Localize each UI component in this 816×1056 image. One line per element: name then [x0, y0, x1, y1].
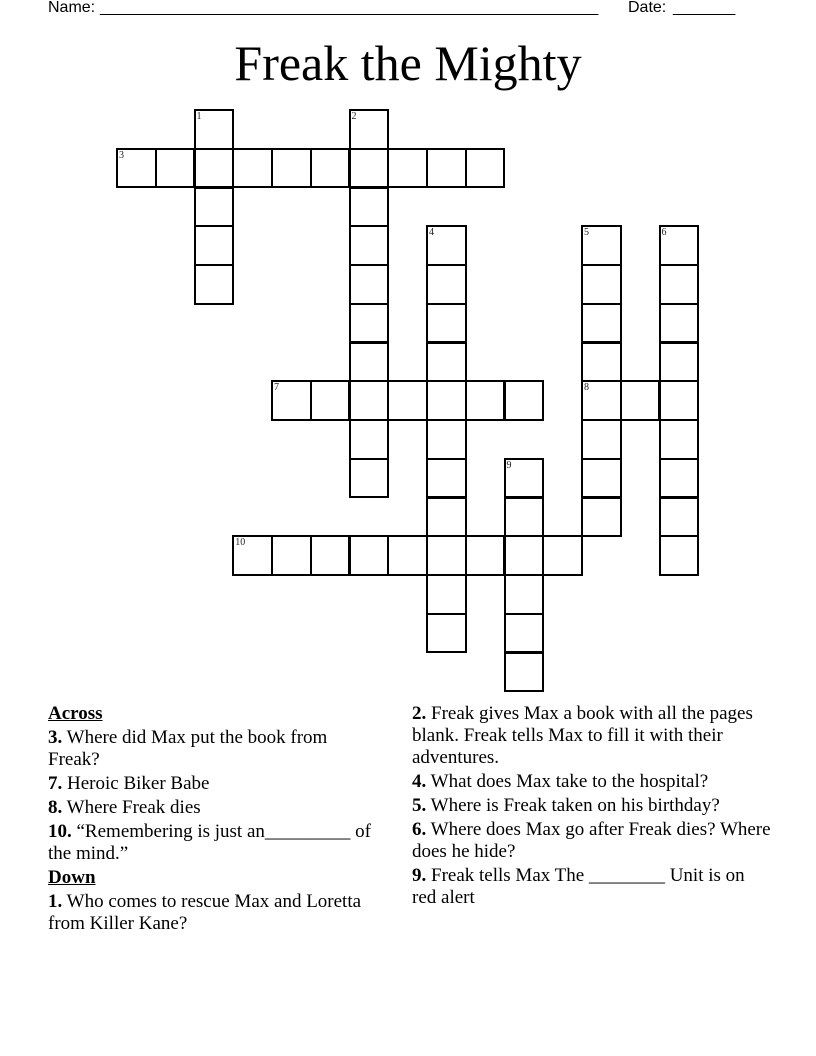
crossword-cell[interactable] [659, 303, 700, 344]
crossword-cell[interactable] [581, 303, 622, 344]
clue-number: 9. [412, 865, 427, 886]
clues-column-left [48, 703, 378, 937]
clue-across-7 [48, 773, 378, 795]
crossword-cell[interactable] [581, 380, 622, 421]
crossword-cell[interactable] [504, 574, 545, 615]
crossword-cell[interactable] [581, 458, 622, 499]
clue-text: What does Max take to the hospital? [426, 771, 709, 792]
clue-down-9 [412, 865, 772, 909]
crossword-cell[interactable] [581, 225, 622, 266]
crossword-cell[interactable] [349, 380, 390, 421]
clue-number: 7. [48, 773, 63, 794]
crossword-cell[interactable] [426, 574, 467, 615]
crossword-cell[interactable] [426, 225, 467, 266]
crossword-cell[interactable] [659, 535, 700, 576]
crossword-cell[interactable] [465, 535, 506, 576]
crossword-cell[interactable] [194, 109, 235, 150]
crossword-cell[interactable] [504, 380, 545, 421]
crossword-cell[interactable] [659, 342, 700, 383]
crossword-cell[interactable] [194, 148, 235, 189]
cell-number: 10 [235, 537, 246, 549]
crossword-cell[interactable] [426, 458, 467, 499]
crossword-cell[interactable] [426, 303, 467, 344]
crossword-cell[interactable] [426, 264, 467, 305]
crossword-cell[interactable] [349, 264, 390, 305]
clue-down-1 [48, 891, 378, 935]
crossword-cell[interactable] [659, 225, 700, 266]
crossword-cell[interactable] [387, 380, 428, 421]
crossword-cell[interactable] [659, 264, 700, 305]
crossword-cell[interactable] [504, 652, 545, 693]
cell-number: 7 [274, 382, 279, 394]
cell-number: 1 [196, 111, 202, 122]
crossword-cell[interactable] [194, 225, 235, 266]
clue-number: 10. [48, 821, 72, 842]
crossword-cell[interactable] [310, 380, 351, 421]
clue-text: Freak tells Max The ________ Unit is on red alert [412, 865, 745, 908]
crossword-cell[interactable] [426, 380, 467, 421]
crossword-cell[interactable] [426, 148, 467, 189]
crossword-cell[interactable] [349, 342, 390, 383]
crossword-cell[interactable] [426, 613, 467, 654]
across-heading: Across [48, 703, 103, 724]
clues-column-right [412, 703, 772, 911]
clue-number: 2. [412, 703, 427, 724]
crossword-cell[interactable] [194, 264, 235, 305]
name-label: Name: [48, 0, 96, 16]
crossword-cell[interactable] [504, 458, 545, 499]
clue-across-3 [48, 727, 378, 771]
crossword-cell[interactable] [581, 497, 622, 538]
clue-down-4 [412, 771, 772, 793]
clue-number: 5. [412, 795, 427, 816]
clue-text: “Remembering is just an_________ of the mind.” [48, 821, 371, 864]
crossword-cell[interactable] [387, 148, 428, 189]
cell-number: 4 [429, 227, 434, 239]
clue-text: Who comes to rescue Max and Loretta from Killer Kane? [48, 891, 362, 934]
crossword-cell[interactable] [271, 535, 312, 576]
clue-across-8 [48, 797, 378, 819]
crossword-cell[interactable] [581, 419, 622, 460]
crossword-cell[interactable] [659, 497, 700, 538]
crossword-cell[interactable] [659, 419, 700, 460]
crossword-cell[interactable] [194, 187, 235, 228]
clue-number: 1. [48, 891, 63, 912]
clue-text: Freak gives Max a book with all the pages blank. Freak tells Max to fill it with their adventures. [412, 703, 753, 768]
crossword-cell[interactable] [581, 264, 622, 305]
clue-text: Where does Max go after Freak dies? Where does he hide? [412, 819, 771, 862]
crossword-cell[interactable] [349, 148, 390, 189]
clue-text: Where is Freak taken on his birthday? [426, 795, 720, 816]
crossword-cell[interactable] [426, 535, 467, 576]
clue-text: Heroic Biker Babe [62, 773, 210, 794]
crossword-cell[interactable] [504, 613, 545, 654]
crossword-cell[interactable] [426, 419, 467, 460]
crossword-cell[interactable] [426, 497, 467, 538]
crossword-cell[interactable] [271, 148, 312, 189]
date-label: Date: [628, 0, 667, 16]
cell-number: 6 [661, 227, 667, 239]
clue-number: 8. [48, 797, 63, 818]
crossword-cell[interactable] [465, 148, 506, 189]
crossword-cell[interactable] [310, 535, 351, 576]
crossword-cell[interactable] [349, 225, 390, 266]
clue-down-6 [412, 819, 772, 863]
crossword-cell[interactable] [349, 458, 390, 499]
crossword-cell[interactable] [155, 148, 196, 189]
clue-down-2 [412, 703, 772, 769]
crossword-cell[interactable] [116, 148, 157, 189]
crossword-cell[interactable] [504, 497, 545, 538]
crossword-cell[interactable] [349, 419, 390, 460]
cell-number: 9 [506, 459, 512, 471]
down-heading: Down [48, 867, 96, 888]
crossword-cell[interactable] [232, 535, 273, 576]
clue-number: 3. [48, 727, 63, 748]
name-field[interactable]: ________________________________________________________ [100, 0, 599, 16]
crossword-cell[interactable] [581, 342, 622, 383]
crossword-cell[interactable] [349, 535, 390, 576]
crossword-cell[interactable] [349, 187, 390, 228]
crossword-cell[interactable] [465, 380, 506, 421]
crossword-cell[interactable] [659, 380, 700, 421]
clue-across-10 [48, 821, 378, 865]
date-field[interactable]: _______ [673, 0, 736, 16]
crossword-cell[interactable] [349, 109, 390, 150]
clue-down-5 [412, 795, 772, 817]
crossword-cell[interactable] [349, 303, 390, 344]
crossword-cell[interactable] [620, 380, 661, 421]
crossword-cell[interactable] [310, 148, 351, 189]
clue-number: 4. [412, 771, 427, 792]
clue-text: Where did Max put the book from Freak? [48, 727, 328, 770]
cell-number: 8 [584, 382, 589, 394]
crossword-cell[interactable] [659, 458, 700, 499]
crossword-cell[interactable] [271, 380, 312, 421]
crossword-cell[interactable] [232, 148, 273, 189]
crossword-cell[interactable] [504, 535, 545, 576]
cell-number: 5 [584, 227, 589, 239]
crossword-cell[interactable] [426, 342, 467, 383]
crossword-cell[interactable] [542, 535, 583, 576]
page-title: Freak the Mighty [234, 35, 582, 91]
clue-text: Where Freak dies [62, 797, 201, 818]
crossword-cell[interactable] [387, 535, 428, 576]
clue-number: 6. [412, 819, 427, 840]
cell-number: 2 [351, 111, 357, 122]
cell-number: 3 [119, 149, 124, 161]
